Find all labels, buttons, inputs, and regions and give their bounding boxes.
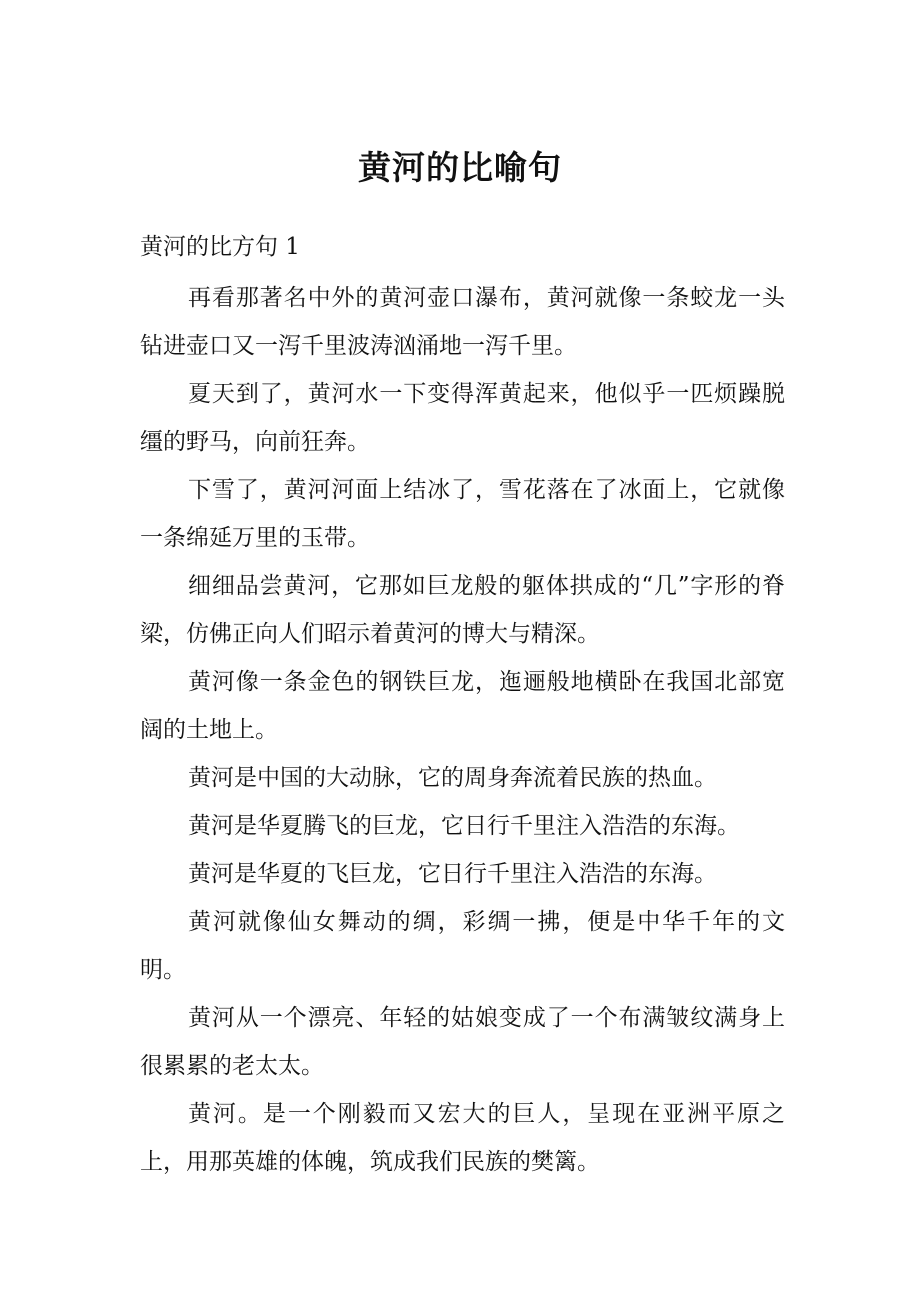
paragraph-11: 黄河。是一个刚毅而又宏大的巨人，呈现在亚洲平原之上，用那英雄的体魄，筑成我们民族的樊篱。 <box>140 1101 785 1175</box>
paragraph-1: 再看那著名中外的黄河壶口瀑布，黄河就像一条蛟龙一头钻进壶口又一泻千里波涛汹涌地一泻千里。 <box>140 285 785 359</box>
section-heading: 黄河的比方句 1 <box>140 234 300 260</box>
paragraph-8: 黄河是华夏的飞巨龙，它日行千里注入浩浩的东海。 <box>188 861 717 887</box>
paragraph-2: 夏天到了，黄河水一下变得浑黄起来，他似乎一匹烦躁脱缰的野马，向前狂奔。 <box>140 381 785 455</box>
paragraph-9: 黄河就像仙女舞动的绸，彩绸一拂，便是中华千年的文明。 <box>140 909 785 983</box>
paragraph-6: 黄河是中国的大动脉，它的周身奔流着民族的热血。 <box>188 765 717 791</box>
paragraph-5: 黄河像一条金色的钢铁巨龙，迤逦般地横卧在我国北部宽阔的土地上。 <box>140 669 785 743</box>
paragraph-10: 黄河从一个漂亮、年轻的姑娘变成了一个布满皱纹满身上很累累的老太太。 <box>140 1005 785 1079</box>
document-title: 黄河的比喻句 <box>358 148 562 187</box>
paragraph-3: 下雪了，黄河河面上结冰了，雪花落在了冰面上，它就像一条绵延万里的玉带。 <box>140 477 785 551</box>
document-body <box>140 274 785 1186</box>
paragraph-7: 黄河是华夏腾飞的巨龙，它日行千里注入浩浩的东海。 <box>188 813 740 839</box>
paragraph-4: 细细品尝黄河，它那如巨龙般的躯体拱成的“几”字形的脊梁，仿佛正向人们昭示着黄河的博大与精深。 <box>140 573 785 647</box>
